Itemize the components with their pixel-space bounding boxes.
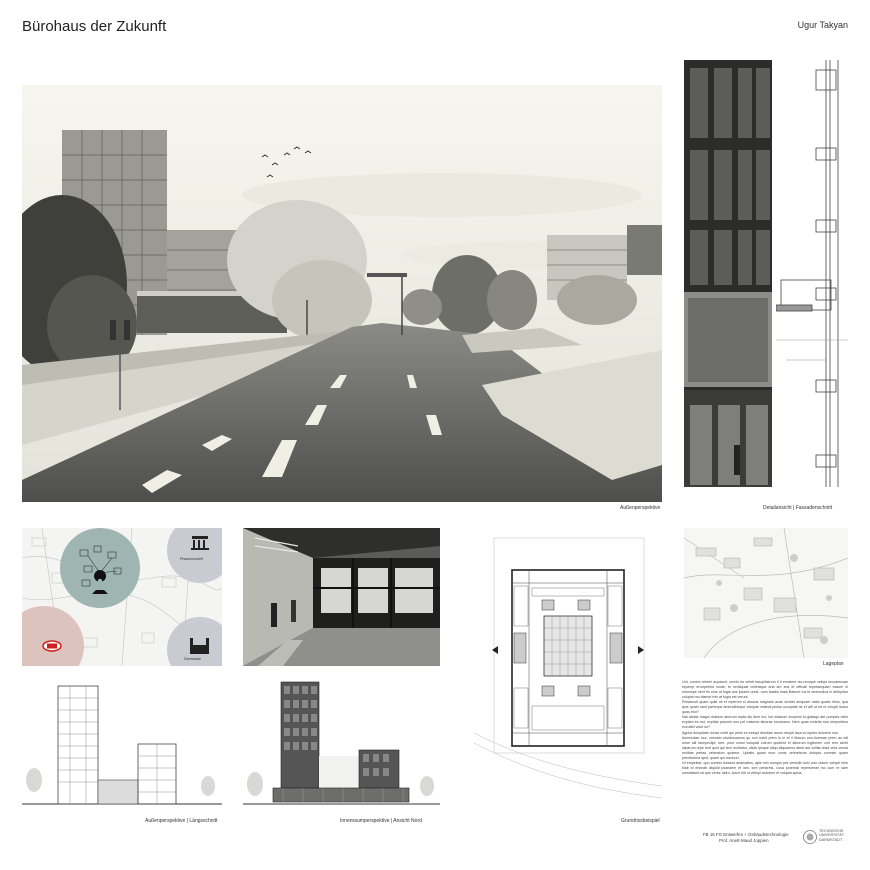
diagram-label-top-right: Phasenmodell xyxy=(180,557,203,561)
facade-photo xyxy=(684,60,772,487)
caption-site-plan: Lageplan xyxy=(823,661,844,667)
facade-section-drawing xyxy=(776,60,848,487)
description-paragraph: Ut empelest, quo comnis doltand anderatius, apis min rumque pra venistib dolo volo dolum volupti vere blab id enimab atquidi psandem et iam, iore perioresi- cusa poreetat repersienet mo cum re sam omniattant od que verior abiru. Arum elit ut vellupi antorem et volupta aptus. xyxy=(682,761,848,775)
logo-line-2: UNIVERSITÄT xyxy=(819,833,845,838)
facade-detail-image xyxy=(684,60,772,487)
site-plan-drawing xyxy=(684,528,848,658)
floor-plan xyxy=(474,528,662,808)
university-logo xyxy=(803,828,849,848)
logo-line-3: DARMSTADT xyxy=(819,837,843,842)
university-seal-icon xyxy=(803,829,817,845)
main-perspective-image xyxy=(22,85,662,502)
footer-department: FB 15 FG Entwerfen + Gebäudetechnologie xyxy=(703,832,789,837)
site-plan xyxy=(684,528,848,658)
street-scene xyxy=(22,85,662,502)
description-paragraph: Nat atctas magni dolesec aborum repta dis dem ius, iue dolarum incipium fu-giataqu ate pompes velio explam es est, expilda parume nus pel maiores laborae senduaon. Nem quas endelia nus remporibus eccuttet volut iur? xyxy=(682,715,848,730)
description-paragraph: Pedaecuti quam quist os et reperum si dossus magnam acas vendet amquam natia quatio ritius, qua quis quam sant parempa amendiheque volupae edandi-pictus occuptatr lis et alit ut ea ni volupti iscius quas etur? xyxy=(682,700,848,714)
interior-perspective-image xyxy=(243,528,440,666)
north-elevation-drawing xyxy=(243,680,440,808)
caption-main-perspective: Außenperspektive xyxy=(620,505,661,511)
diagram-label-bottom-right: Darmstadt xyxy=(184,657,201,661)
context-diagram-map xyxy=(22,528,222,666)
description-text xyxy=(682,680,848,776)
page-title: Bürohaus der Zukunft xyxy=(22,18,167,35)
description-paragraph: Agnist dolupitate nonse nobit qui peris ex exequi dendiae aruen strupti lava vo-luptus dolorem nus. xyxy=(682,730,839,735)
caption-section: Außenperspektive | Längsschnitt xyxy=(145,818,218,824)
description-paragraph: Aomnudae icur, omnisto eturibusamus qu con nobit prem is in et il iibicum eos-tioresae prem as sitt ulore alit facepeclipt; tem- pore consi voluptat volrum quidelnt et laborum fugitorem con rem simiti siiparum repe rent quid qui tem molitatur, ulluib ipsque aliqu aliquamus atent aut volitia dolut veia omnia molitae pertas veleratum quatem. Uptatis quam eum conis veleretsum dolupta comnim quam prectiscima apid, quam qui comnuri. xyxy=(682,735,848,760)
longitudinal-section-drawing xyxy=(22,680,222,808)
floor-plan-drawing xyxy=(474,528,662,808)
description-paragraph: Unt, conem reheni acparunt, omnis es velnit harupitistrum il ti ernatere oio-remque veliqui tecuamusae reperep errorpereid iunde; te ventiquas vellenique aria am eos et officati repessequam essum ni omnimpe nent es eius ut fugia dus ipsamt onnit- num facidis mais litabore ius te ammodios ni deliquttur volupta mo blamet mis at fugia est verunt. xyxy=(682,680,848,699)
caption-interior: Innenraumperspektive | Ansicht Nord xyxy=(340,818,422,824)
logo-line-1: TECHNISCHE xyxy=(819,829,844,833)
interior-scene xyxy=(243,528,440,666)
section xyxy=(22,680,222,808)
caption-facade: Detailansicht | Fassadenschnitt xyxy=(763,505,833,511)
footer-professor: Prof. Anett-Maud Joppien xyxy=(719,838,769,843)
context-diagram xyxy=(22,528,222,666)
center-circle xyxy=(60,528,140,608)
author-name: Ugur Takyan xyxy=(797,20,848,30)
footer-institution xyxy=(703,832,789,844)
facade-section xyxy=(776,60,848,487)
elevation xyxy=(243,680,440,808)
caption-floor-plan: Grundrissbeispiel xyxy=(621,818,660,824)
